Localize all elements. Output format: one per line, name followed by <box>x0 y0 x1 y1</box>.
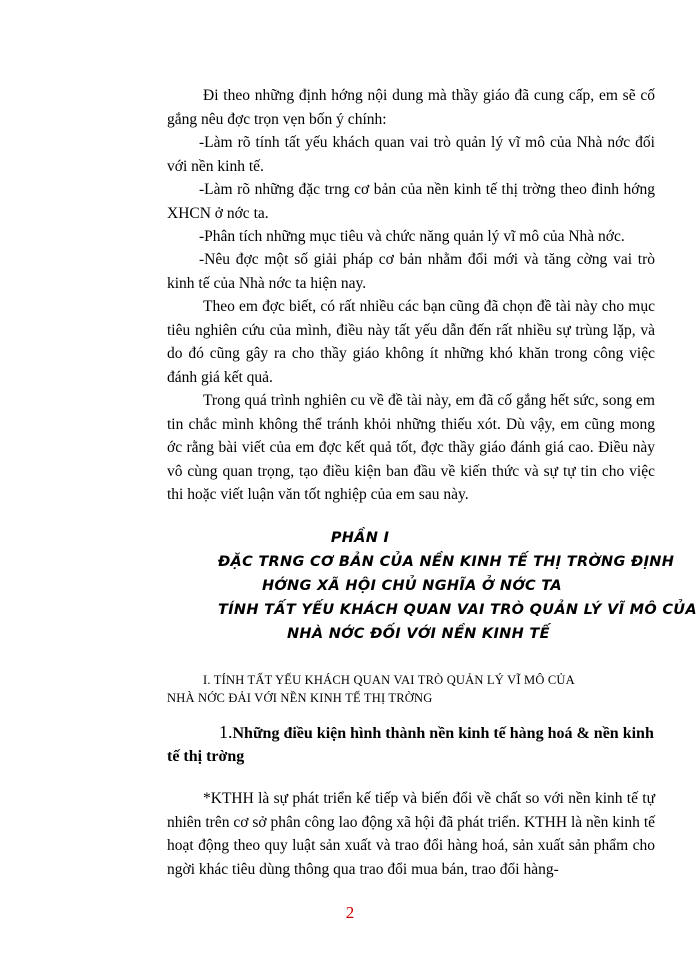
bullet-2: -Làm rõ những đặc trng cơ bản của nền kinh tế thị trờng theo đinh hớng XHCN ở nớc ta. <box>167 181 655 222</box>
part-heading-line-3: TÍNH TẤT YẾU KHÁCH QUAN VAI TRÒ QUẢN LÝ VĨ MÔ CỦA <box>218 602 697 618</box>
part-heading-line-2: HỚNG XÃ HỘI CHỦ NGHĨA Ở NỚC TA <box>262 578 562 594</box>
subsection-title: Những điều kiện hình thành nền kinh tế hàng hoá & nền kinh tế thị trờng <box>167 725 654 765</box>
section-heading-line-2: NHÀ NỚC ĐẢI VỚI NỀN KINH TẾ THỊ TRỜNG <box>167 691 433 705</box>
part-heading-line-4: NHÀ NỚC ĐỐI VỚI NỀN KINH TẾ <box>287 626 550 642</box>
paragraph-4: *KTHH là sự phát triển kế tiếp và biến đổi về chất so với nền kinh tế tự nhiên trên cơ sở phân công lao động xã hội đã phát triển. KTHH là nền kinh tế hoạt động theo quy luật sản xuất và trao đổi hàng hoá, sản xuất sản phẩm cho ngời khác tiêu dùng thông qua trao đổi mua bán, trao đổi hàng- <box>167 790 655 878</box>
part-heading-line-1: ĐẶC TRNG CƠ BẢN CỦA NỀN KINH TẾ THỊ TRỜNG ĐỊNH <box>218 554 675 570</box>
bullet-4: -Nêu đợc một số giải pháp cơ bản nhằm đổi mới và tăng cờng vai trò kinh tế của Nhà nớc ta hiện nay. <box>167 251 655 292</box>
part-title: PHẦN I <box>330 530 390 546</box>
bullet-3: -Phân tích những mục tiêu và chức năng quản lý vĩ mô của Nhà nớc. <box>199 228 625 245</box>
subsection-heading <box>167 721 655 768</box>
paragraph-2: Theo em đợc biết, có rất nhiều các bạn cũng đã chọn đề tài này cho mục tiêu nghiên cứu của mình, điều này tất yếu dẫn đến rất nhiều sự trùng lặp, và do đó cũng gây ra cho thầy giáo không ít những khó khăn trong công việc đánh giá kết quả. <box>167 298 655 386</box>
section-heading-line-1: I. TÍNH TẤT YẾU KHÁCH QUAN VAI TRÒ QUẢN LÝ VĨ MÔ CỦA <box>203 673 575 687</box>
paragraph-3: Trong quá trình nghiên cu về đề tài này, em đã cố gắng hết sức, song em tin chắc mình không thể tránh khỏi những thiếu xót. Dù vậy, em cũng mong ớc rằng bài viết của em đợc kết quả tốt, đợc thầy giáo đánh giá cao. Điều này vô cùng quan trọng, tạo điều kiện ban đầu về kiến thức và sự tự tin cho việc thi hoặc viết luận văn tốt nghiệp của em sau này. <box>167 392 655 503</box>
page-number: 2 <box>345 903 355 922</box>
bullet-1: -Làm rõ tính tất yếu khách quan vai trò quản lý vĩ mô của Nhà nớc đối với nền kinh tế. <box>167 134 655 175</box>
subsection-number: 1. <box>219 722 233 742</box>
intro-paragraph: Đi theo những định hớng nội dung mà thầy giáo đã cung cấp, em sẽ cố gắng nêu đợc trọn vẹn bốn ý chính: <box>167 87 655 128</box>
